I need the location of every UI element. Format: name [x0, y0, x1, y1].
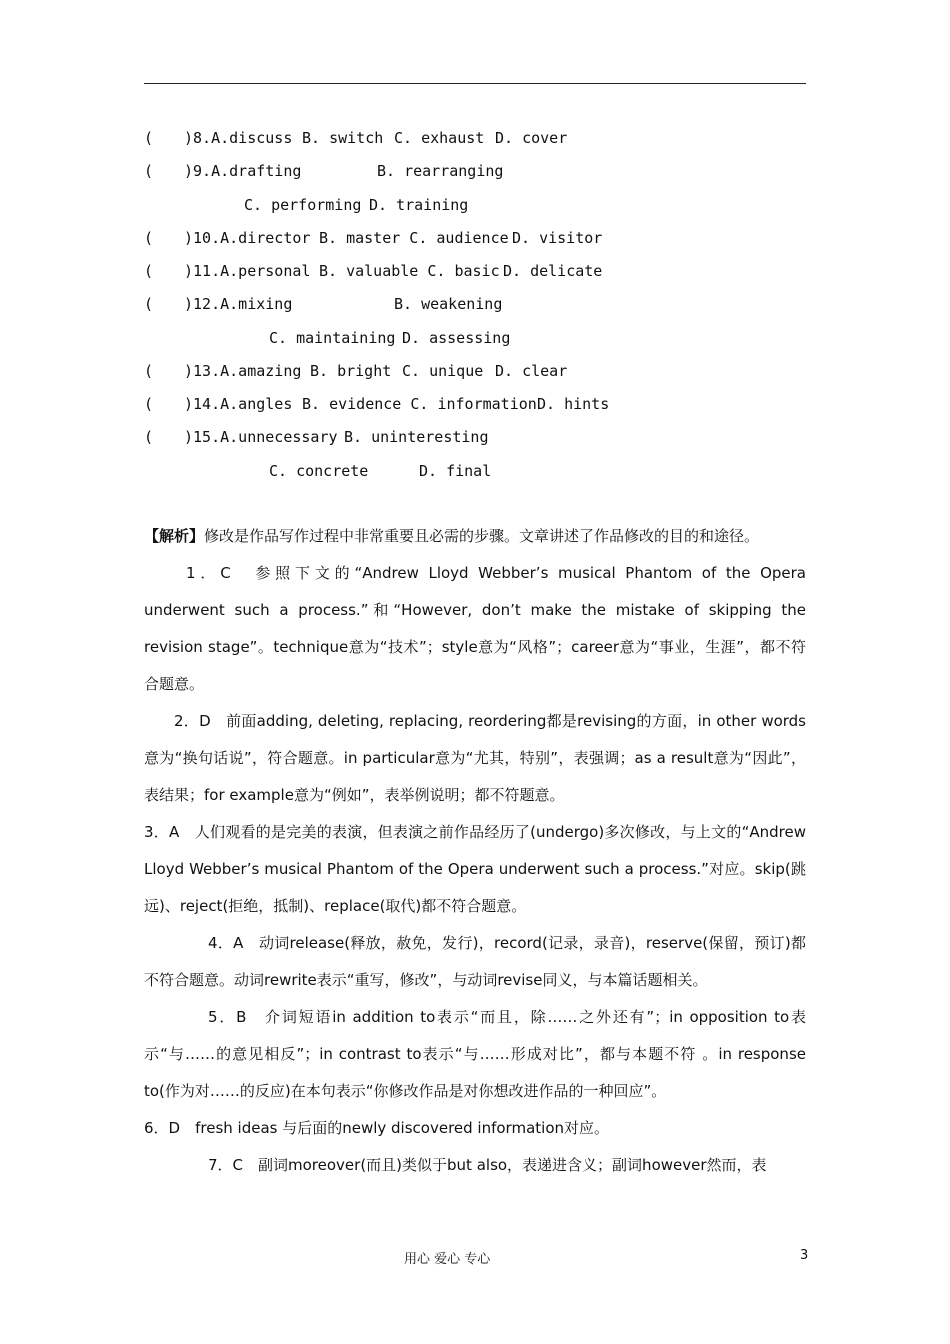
answer-paren: ( — [144, 362, 154, 380]
option-d: D. final — [419, 462, 492, 480]
analysis-item-5: 5．B 介词短语in addition to表示“而且，除……之外还有”；in opposition to表示“与……的意见相反”；in contrast to表示“与……形成对比”，都与本题不符 。in response to(作为对……的反应)在本句表示“你修改作品是对你想改进作品的一种回应”。 — [144, 1008, 806, 1100]
option-b: B. bright — [310, 362, 392, 380]
option-d: D. hints — [537, 395, 610, 413]
header-rule — [144, 83, 806, 84]
option-d: D. clear — [495, 362, 568, 380]
analysis-item-2: 2．D 前面adding, deleting, replacing, reordering都是revising的方面，in other words意为“换句话说”，符合题意。in particular意为“尤其，特别”，表强调；as a result意为“因此”，表结果；for example意为“例如”，表举例说明；都不符题意。 — [144, 712, 806, 804]
question-number: )10.A.director — [184, 229, 311, 247]
option-d: D. delicate — [503, 262, 603, 280]
option-d: D. assessing — [402, 329, 511, 347]
option-b: B. rearranging — [377, 162, 504, 180]
option-b: B. switch — [302, 129, 384, 147]
option-c: C. maintaining — [269, 329, 396, 347]
footer-motto: 用心 爱心 专心 — [404, 1252, 491, 1267]
answer-paren: ( — [144, 229, 154, 247]
analysis-item-4: 4．A 动词release(释放，赦免，发行)，record(记录，录音)，reserve(保留，预订)都不符合题意。动词rewrite表示“重写，修改”，与动词revise同义，与本篇话题相关。 — [144, 934, 806, 989]
option-c: C. unique — [402, 362, 484, 380]
option-b: B. uninteresting — [344, 428, 489, 446]
analysis-intro-text: 修改是作品写作过程中非常重要且必需的步骤。文章讲述了作品修改的目的和途径。 — [204, 527, 760, 545]
option-b: B. weakening — [394, 295, 503, 313]
option-b-c: B. valuable C. basic — [319, 262, 500, 280]
question-number: )13.A.amazing — [184, 362, 302, 380]
option-d: D. training — [369, 196, 469, 214]
analysis-header: 【解析】 — [144, 527, 205, 545]
answer-paren: ( — [144, 162, 154, 180]
page-number: 3 — [800, 1248, 809, 1263]
option-b-c: B. master C. audience — [319, 229, 509, 247]
analysis-item-6: 6．D fresh ideas 与后面的newly discovered information对应。 — [144, 1119, 610, 1137]
option-c: C. exhaust — [394, 129, 485, 147]
question-number: )8.A.discuss — [184, 129, 293, 147]
question-number: )9.A.drafting — [184, 162, 302, 180]
answer-paren: ( — [144, 129, 154, 147]
answer-paren: ( — [144, 262, 154, 280]
analysis-item-3: 3．A 人们观看的是完美的表演，但表演之前作品经历了(undergo)多次修改，与上文的“Andrew Lloyd Webber’s musical Phantom of the Opera underwent such a process.”对应。skip(跳远)、reject(拒绝，抵制)、replace(取代)都不符合题意。 — [144, 823, 806, 915]
question-number: )14.A.angles — [184, 395, 293, 413]
analysis-intro — [144, 518, 806, 555]
option-d: D. cover — [495, 129, 568, 147]
analysis-item-7: 7．C 副词moreover(而且)类似于but also，表递进含义；副词however然而，表 — [208, 1156, 767, 1174]
option-b-c: B. evidence C. information — [302, 395, 537, 413]
option-c: C. concrete — [269, 462, 369, 480]
question-number: )12.A.mixing — [184, 295, 293, 313]
question-number: )11.A.personal — [184, 262, 311, 280]
option-c: C. performing — [244, 196, 362, 214]
question-number: )15.A.unnecessary — [184, 428, 338, 446]
analysis-item-1: 1．C 参照下文的“Andrew Lloyd Webber’s musical Phantom of the Opera underwent such a process.”和“However, don’t make the mistake of skipping the revision stage”。technique意为“技术”；style意为“风格”；career意为“事业，生涯”，都不符合题意。 — [144, 564, 806, 693]
answer-paren: ( — [144, 295, 154, 313]
answer-paren: ( — [144, 428, 154, 446]
option-d: D. visitor — [512, 229, 603, 247]
analysis-section — [144, 518, 806, 1184]
answer-paren: ( — [144, 395, 154, 413]
